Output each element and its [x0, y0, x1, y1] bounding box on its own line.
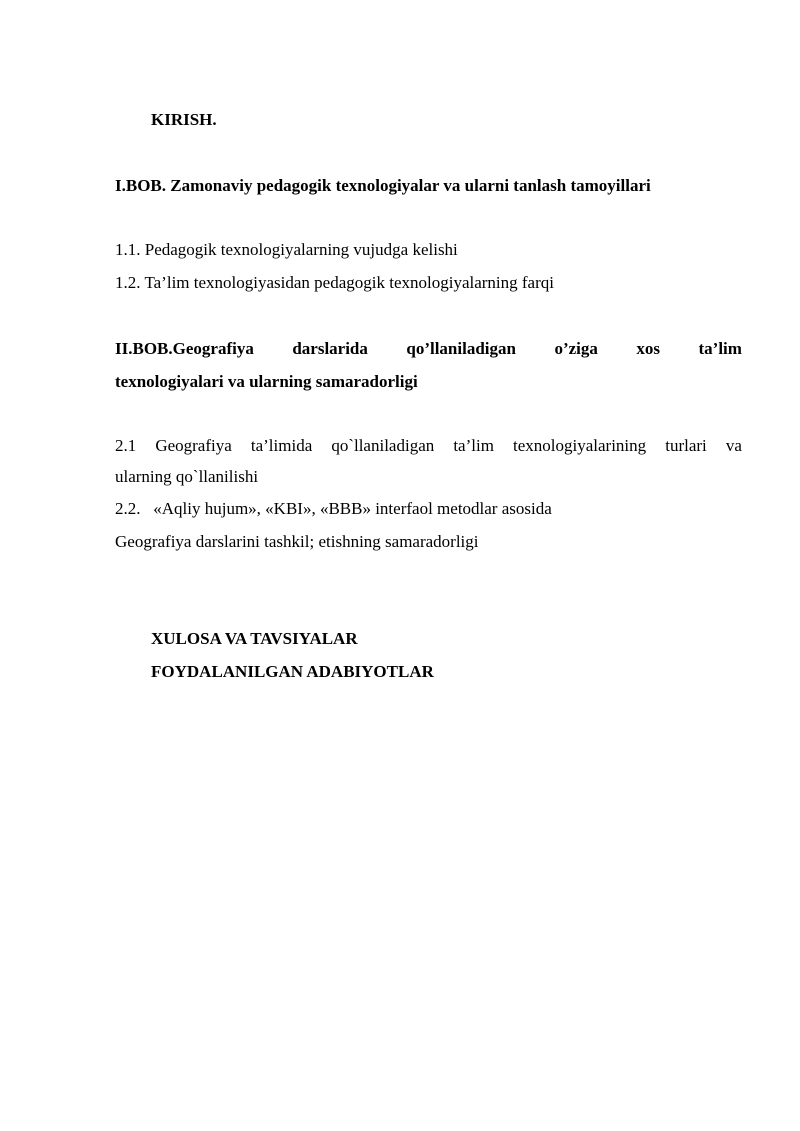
section-2-1-word: texnologiyalarining	[513, 436, 647, 455]
section-2-1-word: ta’lim	[453, 436, 494, 455]
chapter2-title-word: ta’lim	[698, 339, 742, 358]
section-2-1-word: va	[725, 436, 742, 455]
chapter2-title-word: xos	[636, 339, 661, 358]
toc-chapter2-title	[115, 339, 742, 359]
toc-section-1-1: 1.1. Pedagogik texnologiyalarning vujudga kelishi	[115, 240, 458, 259]
toc-section-2-1	[115, 436, 742, 456]
chapter2-title-word: darslarida	[292, 339, 368, 358]
section-2-1-word: Geografiya	[155, 436, 232, 455]
chapter2-title-word: II.BOB.Geografiya	[115, 339, 254, 358]
toc-conclusion: XULOSA VA TAVSIYALAR	[151, 629, 358, 648]
chapter2-title-word: qo’llaniladigan	[406, 339, 516, 358]
section-2-1-word: turlari	[665, 436, 707, 455]
section-2-1-word: ta’limida	[250, 436, 313, 455]
toc-references: FOYDALANILGAN ADABIYOTLAR	[151, 662, 434, 681]
toc-section-2-2-line2: Geografiya darslarini tashkil; etishning samaradorligi	[115, 532, 479, 551]
toc-section-1-2: 1.2. Ta’lim texnologiyasidan pedagogik texnologiyalarning farqi	[115, 273, 554, 292]
toc-section-2-1-line2: ularning qo`llanilishi	[115, 467, 259, 486]
toc-chapter2-title-line2: texnologiyalari va ularning samaradorligi	[115, 372, 418, 391]
chapter2-title-word: o’ziga	[554, 339, 598, 358]
toc-intro: KIRISH.	[151, 110, 217, 129]
section-2-1-word: 2.1	[115, 436, 137, 455]
toc-section-2-2: 2.2. «Aqliy hujum», «KBI», «BBB» interfaol metodlar asosida	[115, 499, 552, 518]
section-2-1-word: qo`llaniladigan	[331, 436, 435, 455]
toc-chapter1-title: I.BOB. Zamonaviy pedagogik texnologiyalar va ularni tanlash tamoyillari	[115, 176, 651, 195]
